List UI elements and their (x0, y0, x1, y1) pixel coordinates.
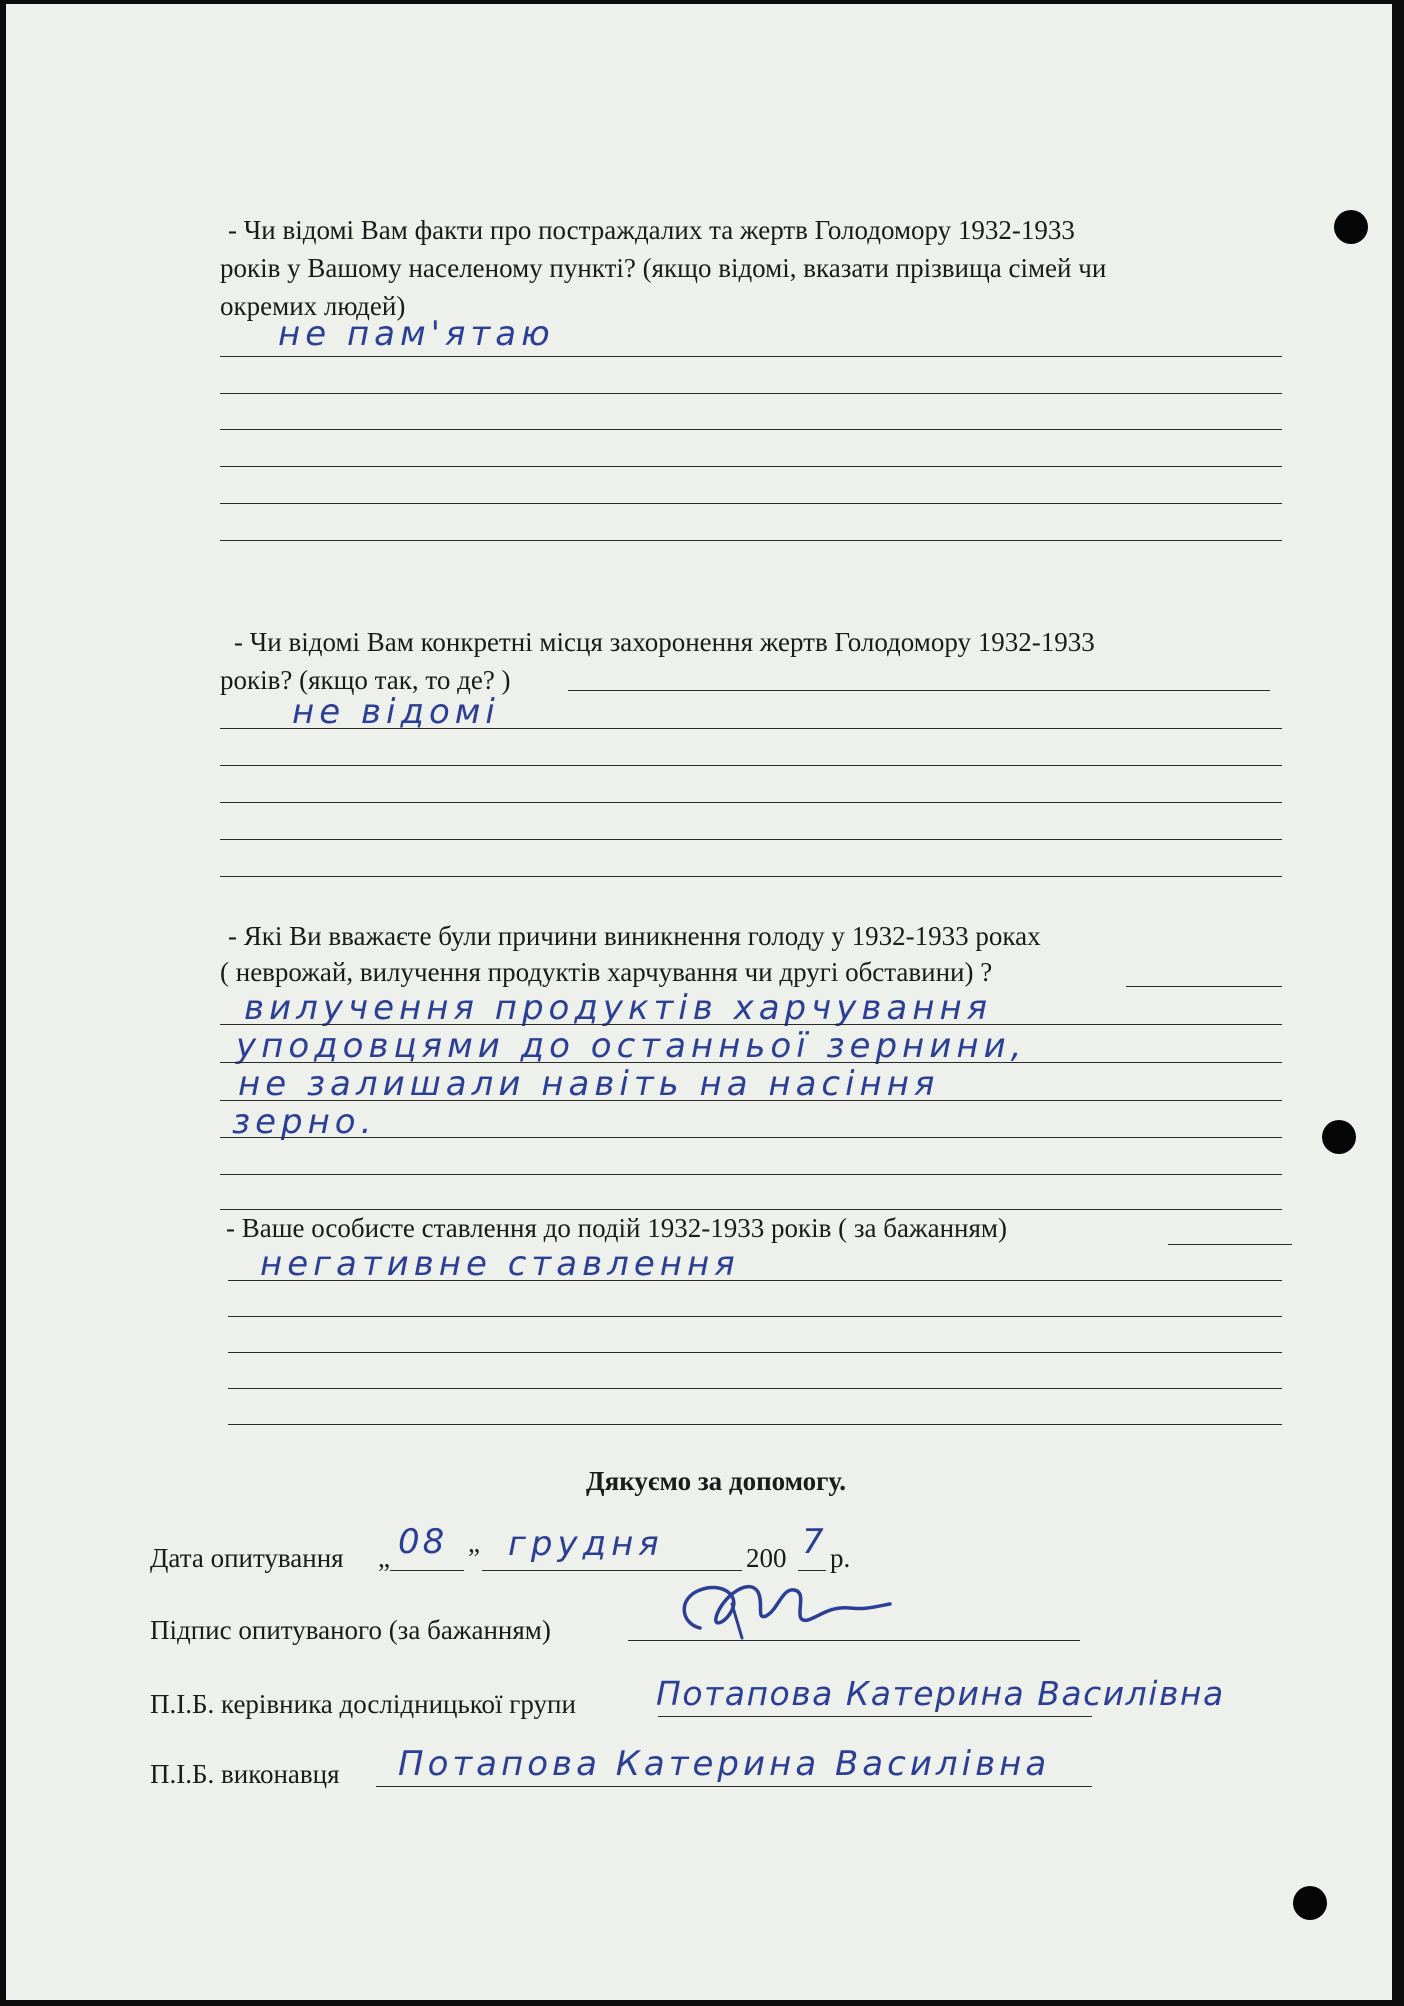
answer-2-line-1: не відомі (292, 692, 500, 732)
answer-line (1126, 986, 1282, 987)
answer-line (220, 802, 1282, 803)
punch-hole (1322, 1120, 1356, 1154)
answer-line (220, 356, 1282, 357)
date-year-suffix: р. (830, 1543, 851, 1573)
answer-line (228, 1352, 1282, 1353)
answer-line (228, 1388, 1282, 1389)
signature-mark (670, 1568, 900, 1648)
head-line (658, 1716, 1092, 1717)
thanks-heading: Дякуємо за допомогу. (586, 1466, 846, 1496)
question-1-line-2: років у Вашому населеному пункті? (якщо відомі, вказати прізвища сімей чи (220, 253, 1107, 283)
questionnaire-page (6, 4, 1392, 2000)
question-3-line-2: ( неврожай, вилучення продуктів харчування чи другі обставини) ? (220, 957, 993, 987)
answer-line (220, 1137, 1282, 1138)
answer-3-line-2: уподовцями до останньої зернини, (236, 1026, 1027, 1066)
question-3-line-1: - Які Ви вважаєте були причини виникнення голоду у 1932-1933 роках (228, 921, 1041, 951)
date-day: 08 (398, 1522, 448, 1562)
answer-line (220, 1024, 1282, 1025)
answer-line (568, 690, 1270, 691)
answer-line (220, 728, 1282, 729)
executor-name: Потапова Катерина Василівна (398, 1744, 1051, 1784)
answer-1-line-1: не пам'ятаю (278, 314, 555, 354)
answer-line (228, 1280, 1282, 1281)
date-quote-open: „ (378, 1543, 390, 1573)
answer-line (220, 393, 1282, 394)
date-day-line (390, 1570, 464, 1571)
punch-hole (1293, 1886, 1327, 1920)
date-month: грудня (508, 1524, 664, 1564)
answer-line (1168, 1244, 1292, 1245)
answer-line (220, 540, 1282, 541)
answer-3-line-4: зерно. (232, 1102, 377, 1142)
executor-label: П.І.Б. виконавця (150, 1759, 340, 1789)
date-year-digit: 7 (802, 1522, 829, 1562)
answer-line (220, 1174, 1282, 1175)
question-2-line-1: - Чи відомі Вам конкретні місця захоронення жертв Голодомору 1932-1933 (234, 627, 1095, 657)
question-1-line-3: окремих людей) (220, 291, 406, 321)
answer-line (220, 1062, 1282, 1063)
question-1-line-1: - Чи відомі Вам факти про постраждалих та жертв Голодомору 1932-1933 (228, 215, 1075, 245)
answer-line (220, 503, 1282, 504)
date-year-prefix: 200 (746, 1543, 787, 1573)
answer-3-line-3: не залишали навіть на насіння (238, 1064, 940, 1104)
answer-line (220, 876, 1282, 877)
answer-line (220, 429, 1282, 430)
head-label: П.І.Б. керівника дослідницької групи (150, 1689, 576, 1719)
answer-line (220, 765, 1282, 766)
executor-line (376, 1786, 1092, 1787)
date-label: Дата опитування (150, 1543, 344, 1573)
answer-3-line-1: вилучення продуктів харчування (244, 988, 993, 1028)
question-2-line-2: років? (якщо так, то де? ) (220, 665, 511, 695)
answer-line (220, 466, 1282, 467)
answer-line (220, 839, 1282, 840)
answer-line (228, 1424, 1282, 1425)
answer-line (228, 1316, 1282, 1317)
answer-4-line-1: негативне ставлення (260, 1244, 740, 1284)
answer-line (220, 1100, 1282, 1101)
head-name: Потапова Катерина Василівна (656, 1674, 1225, 1713)
date-quote-close: ” (468, 1543, 480, 1573)
signature-label: Підпис опитуваного (за бажанням) (150, 1615, 551, 1645)
punch-hole (1334, 210, 1368, 244)
question-4-line-1: - Ваше особисте ставлення до подій 1932-1933 років ( за бажанням) (226, 1213, 1007, 1243)
